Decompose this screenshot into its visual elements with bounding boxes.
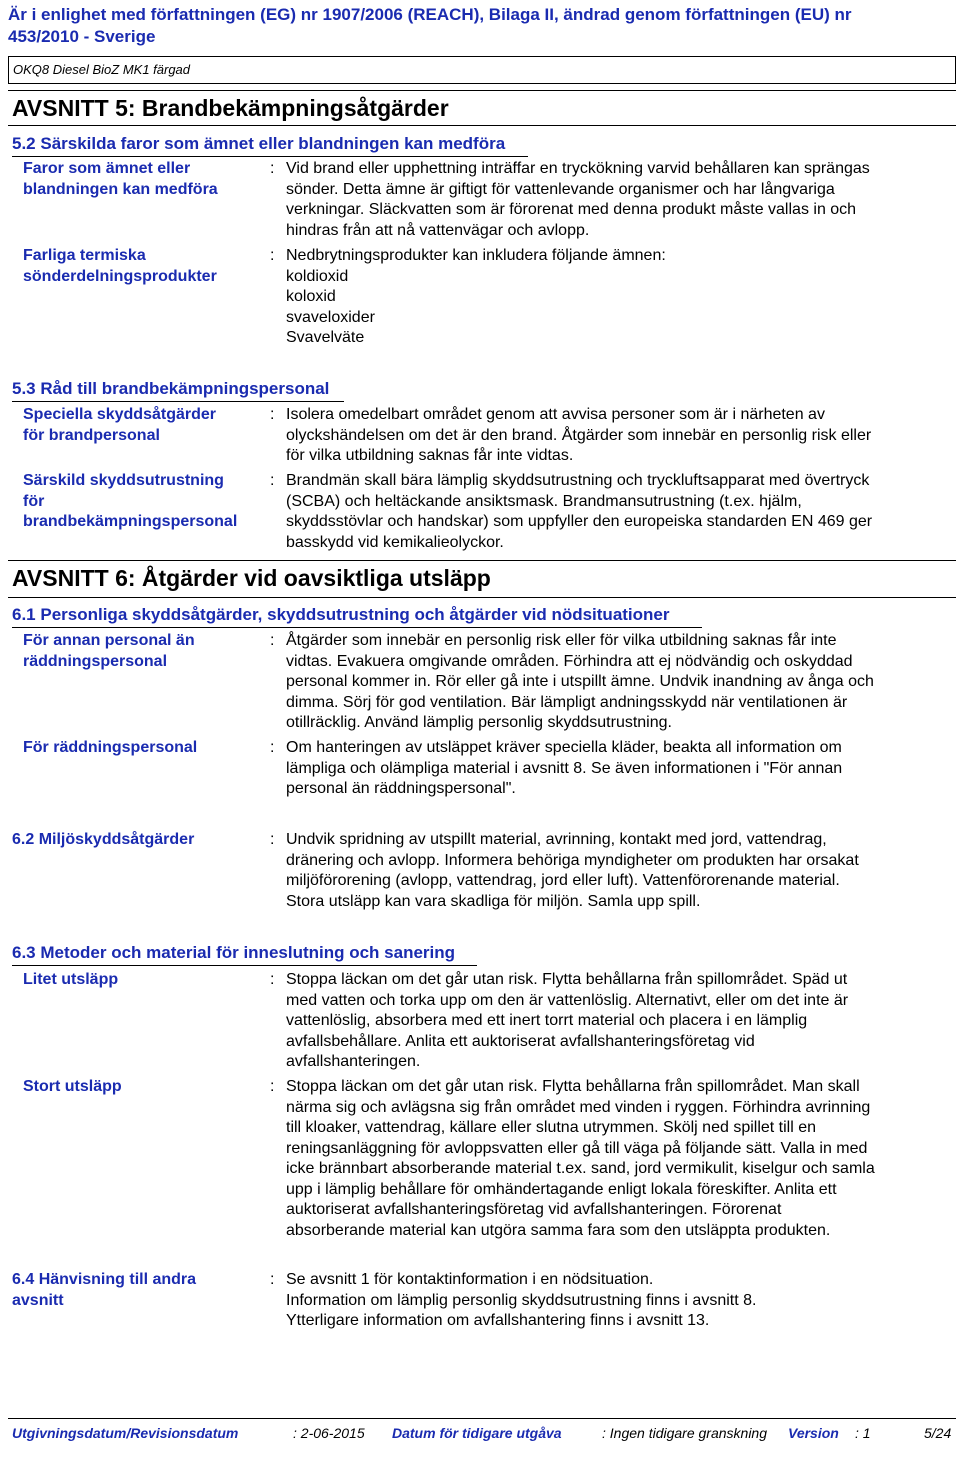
value-line: avfallshanteringen. (286, 1053, 421, 1070)
row-value (286, 1077, 956, 1241)
value-line: Vid brand eller upphettning inträffar en tryckökning varvid behållaren kan sprängas (286, 160, 870, 177)
value-line: Se avsnitt 1 för kontaktinformation i en nödsituation. (286, 1271, 654, 1288)
value-line: koloxid (286, 288, 336, 305)
section-5-title: AVSNITT 5: Brandbekämpningsåtgärder (12, 95, 449, 121)
value-line: hindras från att nå vattenvägar och avlopp. (286, 221, 590, 239)
label-line: för brandpersonal (23, 426, 160, 444)
regulation-line-2: 453/2010 - Sverige (8, 27, 156, 46)
value-line: närma sig och avlägsna sig från området med vinden i ryggen. Förhindra avrinning (286, 1098, 871, 1116)
value-line: Om hanteringen av utsläppet kräver speciella kläder, beakta all information om (286, 739, 842, 756)
subsection-6-3-rule (12, 965, 477, 966)
row-colon: : (270, 739, 275, 756)
row-label (23, 246, 263, 287)
label-line: räddningspersonal (23, 652, 168, 670)
value-line: Brandmän skall bära lämplig skyddsutrustning och tryckluftsapparat med övertryck (286, 472, 870, 489)
label-line: Farliga termiska (23, 247, 146, 264)
row-colon: : (270, 632, 275, 649)
value-line: Ytterligare information om avfallshantering finns i avsnitt 13. (286, 1312, 710, 1329)
footer-previous-value: : Ingen tidigare granskning (602, 1425, 767, 1441)
subsection-5-3-rule (12, 401, 344, 402)
footer-page-number: 5/24 (924, 1425, 952, 1441)
value-line: Stora utsläpp kan vara skadliga för miljön. Samla upp spill. (286, 892, 701, 910)
subsection-6-1-rule (12, 627, 702, 628)
label-line: Stort utsläpp (23, 1078, 122, 1095)
row-label (23, 405, 263, 446)
regulation-line-1: Är i enlighet med författningen (EG) nr 1907/2006 (REACH), Bilaga II, ändrad genom författningen (EU) nr (8, 5, 852, 24)
row-label (23, 1077, 263, 1098)
row-label (12, 830, 252, 851)
row-colon: : (270, 160, 275, 177)
regulation-header (8, 4, 952, 48)
label-line: för (23, 492, 45, 510)
row-value (286, 1270, 956, 1332)
value-line: reningsanläggning för avloppsvatten eller gå till väga på följande sätt. Valla in med (286, 1139, 868, 1157)
label-line: sönderdelningsprodukter (23, 267, 217, 285)
row-value (286, 970, 956, 1073)
value-line: vidtas. Evakuera omgivande områden. Förhindra att ej nödvändig och oskyddad (286, 652, 853, 670)
footer-previous-label: Datum för tidigare utgåva (392, 1425, 562, 1441)
label-line: Speciella skyddsåtgärder (23, 406, 216, 423)
value-line: Åtgärder som innebär en personlig risk eller för vilka utbildning saknas får inte (286, 632, 837, 649)
value-line: dränering och avlopp. Informera behöriga myndigheter om produkten har orsakat (286, 851, 859, 869)
value-line: lämpliga och olämpliga material i avsnitt 8. Se även informationen i "För annan (286, 759, 843, 777)
value-line: olyckshändelsen om det är den brand. Åtgärder som innebär en personlig risk eller (286, 426, 872, 444)
subsection-6-3-title: 6.3 Metoder och material för inneslutning och sanering (12, 943, 456, 962)
subsection-5-3-title: 5.3 Råd till brandbekämpningspersonal (12, 379, 330, 398)
value-line: sönder. Detta ämne är giftigt för vattenlevande organismer och har långvariga (286, 180, 835, 198)
value-line: avfallsbehållare. Anlita ett auktoriserat avfallshanteringsföretag vid (286, 1032, 755, 1050)
subsection-6-1-title: 6.1 Personliga skyddsåtgärder, skyddsutrustning och åtgärder vid nödsituationer (12, 605, 670, 624)
section-6-title: AVSNITT 6: Åtgärder vid oavsiktliga utsläpp (12, 565, 491, 591)
value-line: skyddsstövlar och handskar) som uppfyller den europeiska standarden EN 469 ger (286, 513, 873, 530)
label-line: brandbekämpningspersonal (23, 513, 238, 530)
footer-version-label: Version (788, 1425, 839, 1441)
value-line: upp i lämplig behållare för omhändertagande enligt lokala föreskifter. Anlita ett (286, 1180, 837, 1198)
value-line: Information om lämplig personlig skyddsutrustning finns i avsnitt 8. (286, 1291, 757, 1309)
row-colon: : (270, 406, 275, 423)
row-colon: : (270, 971, 275, 988)
value-line: till kloaker, vattendrag, källare eller slutna utrymmen. Skölj ned spillet till en (286, 1119, 817, 1136)
row-label (23, 471, 263, 533)
value-line: Svavelväte (286, 329, 365, 346)
subsection-5-2-rule (12, 156, 528, 157)
subsection-5-2-title: 5.2 Särskilda faror som ämnet eller blandningen kan medföra (12, 134, 506, 153)
label-line: Faror som ämnet eller (23, 160, 191, 177)
row-value (286, 631, 956, 734)
row-value (286, 405, 956, 467)
row-label (23, 738, 263, 759)
footer-version-value: : 1 (855, 1425, 871, 1441)
footer-rule (8, 1418, 956, 1419)
label-line: 6.2 Miljöskyddsåtgärder (12, 831, 195, 848)
footer-date-value: : 2-06-2015 (293, 1425, 365, 1441)
label-line: För räddningspersonal (23, 739, 198, 756)
section-6-bottom-rule (8, 597, 956, 598)
value-line: Undvik spridning av utspillt material, avrinning, kontakt med jord, vattendrag, (286, 831, 827, 848)
product-name-box (8, 56, 956, 84)
value-line: (SCBA) och heltäckande ansiktsmask. Brandmansutrustning (t.ex. hjälm, (286, 492, 802, 510)
value-line: Stoppa läckan om det går utan risk. Flytta behållarna från spillområdet. Man skall (286, 1078, 860, 1095)
value-line: verkningar. Släckvatten som är förorenat med denna produkt måste vallas in och (286, 201, 857, 218)
row-colon: : (270, 247, 275, 264)
value-line: koldioxid (286, 267, 349, 285)
row-colon: : (270, 472, 275, 489)
row-value (286, 246, 956, 349)
row-label (23, 159, 263, 200)
label-line: Särskild skyddsutrustning (23, 472, 224, 489)
value-line: absorberande material kan utgöra samma fara som den utsläppta produkten. (286, 1221, 831, 1239)
section-6-top-rule (8, 560, 956, 561)
value-line: dimma. Sörj för god ventilation. Bär lämpligt andningsskydd när ventilationen är (286, 693, 848, 711)
value-line: otillräcklig. Använd lämplig personlig skyddsutrustning. (286, 714, 672, 731)
row-colon: : (270, 1271, 275, 1288)
row-value (286, 159, 956, 241)
value-line: icke brännbart absorberande material t.ex. sand, jord vermikulit, kiselgur och samla (286, 1160, 875, 1177)
value-line: auktoriserat avfallshanteringsföretag vid avfallshanteringen. Förorenat (286, 1201, 782, 1218)
footer-date-label: Utgivningsdatum/Revisionsdatum (12, 1425, 239, 1441)
label-line: 6.4 Hänvisning till andra (12, 1271, 197, 1288)
value-line: Isolera omedelbart området genom att avvisa personer som är i närheten av (286, 406, 825, 423)
row-colon: : (270, 831, 275, 848)
section-5-top-rule (8, 90, 956, 91)
row-colon: : (270, 1078, 275, 1095)
value-line: med vatten och torka upp om den är vattenlöslig. Alternativt, eller om det inte är (286, 991, 849, 1009)
row-value (286, 738, 956, 800)
row-value (286, 830, 956, 912)
value-line: Nedbrytningsprodukter kan inkludera följande ämnen: (286, 247, 666, 264)
value-line: svaveloxider (286, 308, 375, 326)
row-value (286, 471, 956, 553)
value-line: personal kommer in. Rör eller gå inte i utspillt ämne. Undvik inandning av ånga och (286, 673, 874, 690)
product-name: OKQ8 Diesel BioZ MK1 färgad (13, 62, 191, 77)
label-line: För annan personal än (23, 632, 195, 649)
row-label (23, 631, 263, 672)
section-5-bottom-rule (8, 125, 956, 126)
label-line: Litet utsläpp (23, 971, 119, 988)
value-line: personal än räddningspersonal". (286, 780, 516, 797)
value-line: miljöförorening (avlopp, vattendrag, jord eller luft). Vattenförorenande material. (286, 872, 840, 889)
label-line: avsnitt (12, 1291, 64, 1309)
value-line: vattenlöslig, absorbera med ett inert torrt material och placera i en lämplig (286, 1012, 808, 1029)
value-line: Stoppa läckan om det går utan risk. Flytta behållarna från spillområdet. Späd ut (286, 971, 848, 988)
label-line: blandningen kan medföra (23, 180, 218, 198)
value-line: för vilka utbildning saknas får inte vidtas. (286, 447, 574, 464)
value-line: basskydd vid kemikalieolyckor. (286, 533, 504, 551)
row-label (23, 970, 263, 991)
row-label (12, 1270, 252, 1311)
